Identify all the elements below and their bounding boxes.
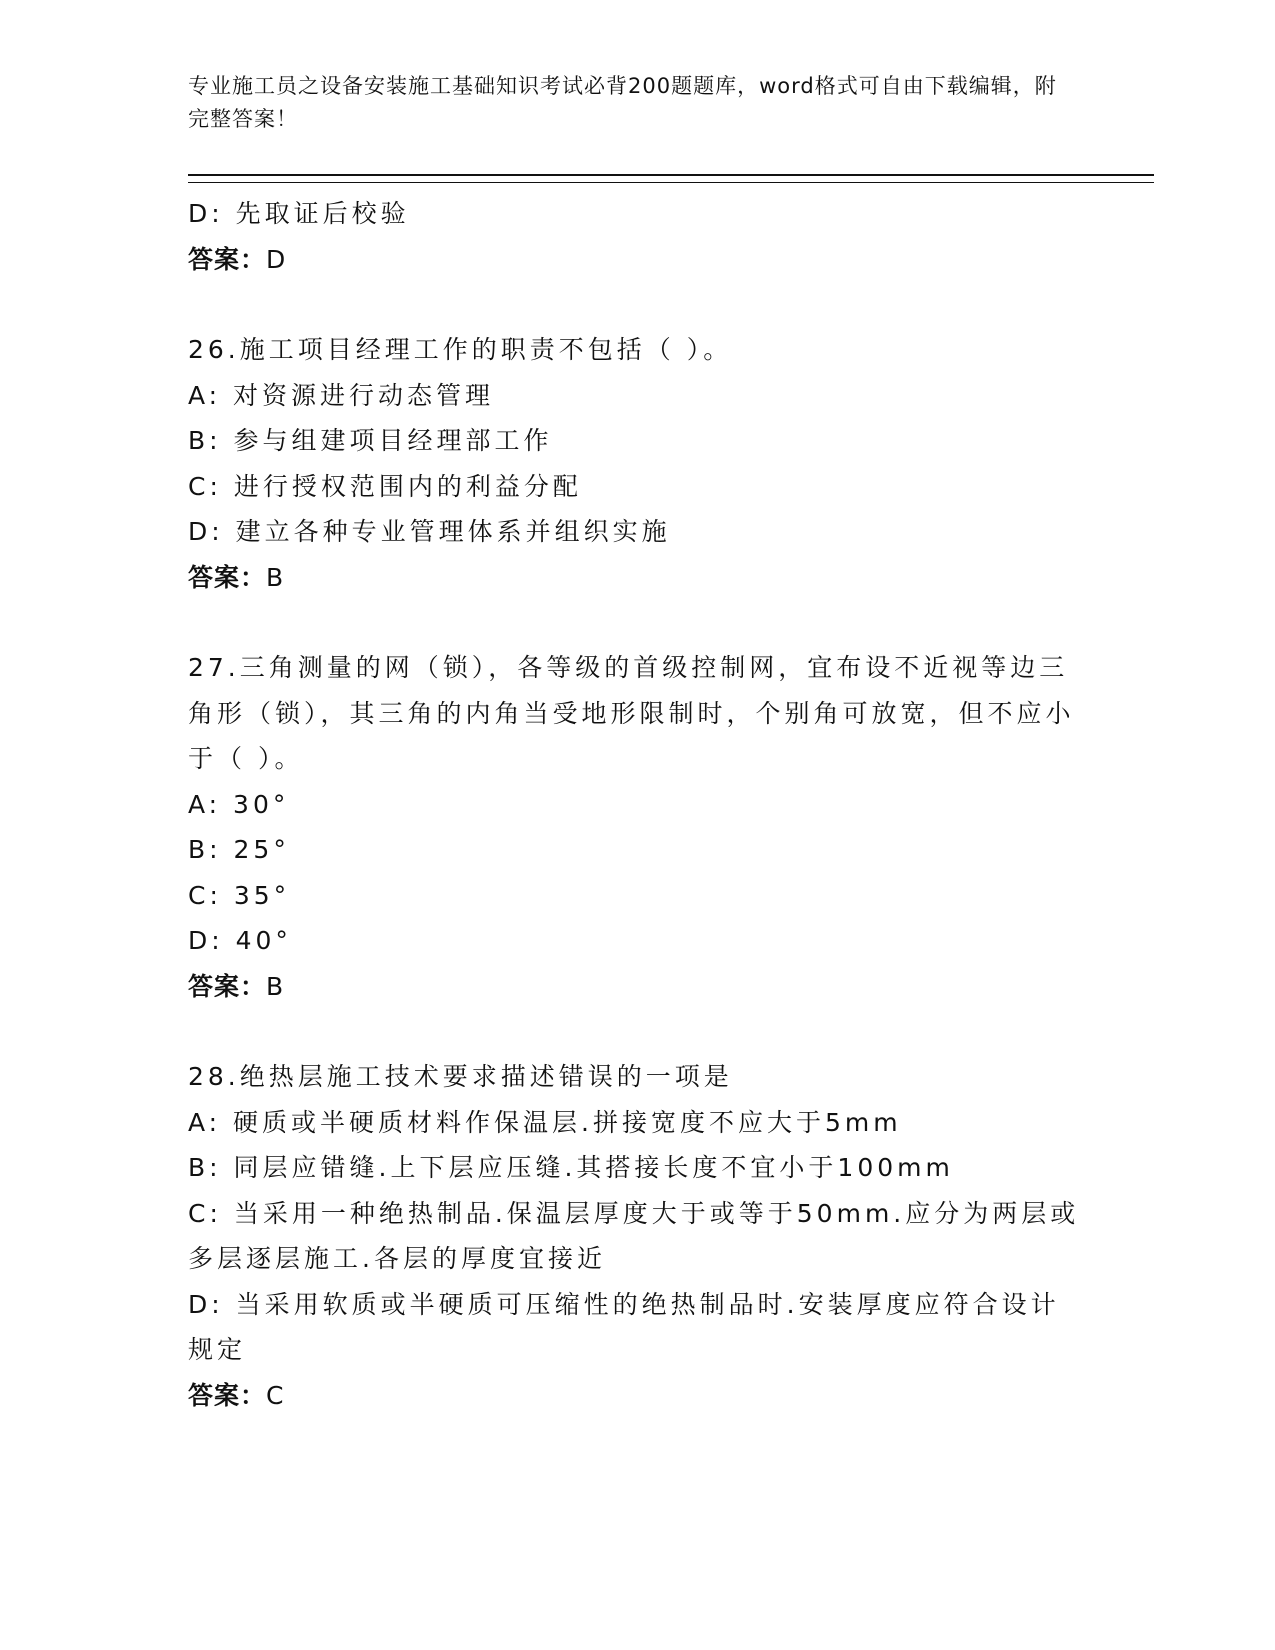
option-b: B: 25°: [188, 835, 290, 864]
spacer: [188, 282, 1148, 327]
question-content: [188, 191, 1148, 1418]
option-d: D: 当采用软质或半硬质可压缩性的绝热制品时.安装厚度应符合设计规定: [188, 1289, 1060, 1364]
option-a: A: 对资源进行动态管理: [188, 380, 495, 410]
option-c: C: 进行授权范围内的利益分配: [188, 471, 582, 501]
option-d: D: 40°: [188, 926, 292, 955]
document-header: 专业施工员之设备安装施工基础知识考试必背200题题库，word格式可自由下载编辑，附完整答案！: [188, 74, 1057, 131]
question-stem: 27.三角测量的网（锁），各等级的首级控制网，宜布设不近视等边三角形（锁），其三角的内角当受地形限制时，个别角可放宽，但不应小于（ ）。: [188, 653, 1075, 773]
question-stem: 26.施工项目经理工作的职责不包括（ ）。: [188, 335, 733, 364]
option-d: D: 先取证后校验: [188, 199, 410, 228]
option-d: D: 建立各种专业管理体系并组织实施: [188, 517, 671, 546]
question-stem: 28.绝热层施工技术要求描述错误的一项是: [188, 1062, 733, 1091]
answer-value: C: [266, 1380, 285, 1410]
answer-value: B: [266, 562, 285, 592]
answer-line: [188, 964, 1148, 1010]
answer-value: B: [266, 971, 285, 1001]
option-c: C: 35°: [188, 880, 291, 910]
answer-label: 答案：: [188, 971, 267, 1001]
answer-line: [188, 237, 1148, 283]
option-c: C: 当采用一种绝热制品.保温层厚度大于或等于50mm.应分为两层或多层逐层施工.各层的厚度宜接近: [188, 1198, 1080, 1273]
answer-label: 答案：: [188, 1380, 267, 1410]
answer-line: [188, 555, 1148, 601]
answer-label: 答案：: [188, 562, 267, 592]
spacer: [188, 600, 1148, 645]
option-a: A: 30°: [188, 789, 290, 819]
answer-line: [188, 1373, 1148, 1419]
option-a: A: 硬质或半硬质材料作保温层.拼接宽度不应大于5mm: [188, 1107, 902, 1137]
spacer: [188, 1009, 1148, 1054]
header-divider: [188, 174, 1154, 183]
answer-value: D: [266, 244, 287, 274]
option-b: B: 同层应错缝.上下层应压缝.其搭接长度不宜小于100mm: [188, 1153, 954, 1182]
option-b: B: 参与组建项目经理部工作: [188, 426, 553, 455]
answer-label: 答案：: [188, 244, 267, 274]
document-page: [188, 70, 1148, 1418]
